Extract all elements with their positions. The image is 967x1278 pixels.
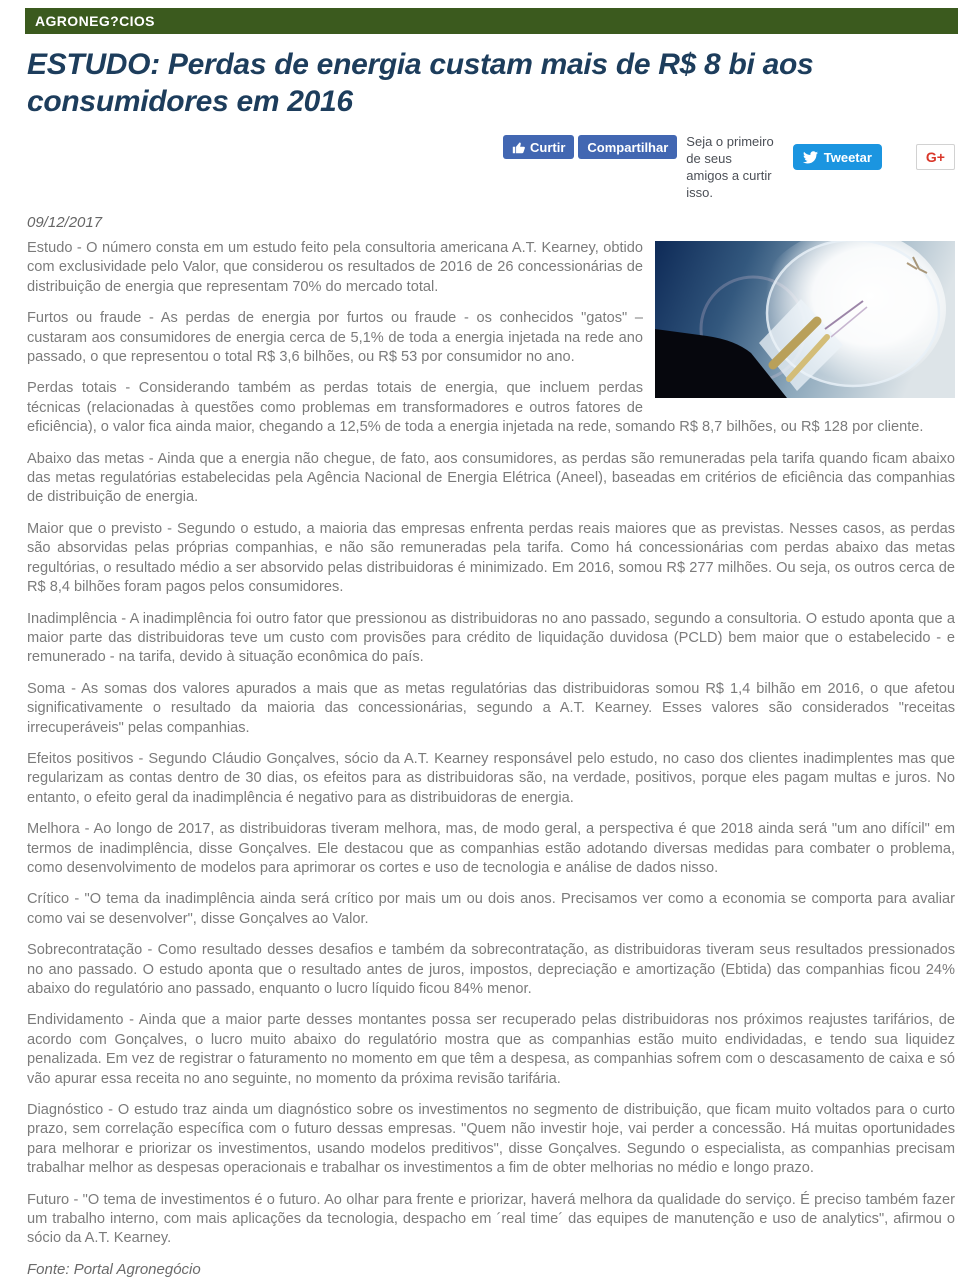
google-plus-label: G+: [925, 149, 945, 165]
article-image: [655, 241, 955, 398]
article-paragraph: Abaixo das metas - Ainda que a energia não chegue, de fato, aos consumidores, as perdas são remuneradas pela tarifa quando ficam abaixo das metas regulatórias estabelecidas pela Agência Nacional de Energia Elétrica (Aneel), baseadas em critérios de eficiência das companhias de distribuição de energia.: [27, 450, 955, 506]
facebook-like-label: Curtir: [530, 139, 566, 155]
article-paragraph: Maior que o previsto - Segundo o estudo, a maioria das empresas enfrenta perdas reais maiores que as previstas. Nesses casos, as perdas são absorvidas pelas próprias companhias, e não são remuneradas pela tarifa. Como há concessionárias com perdas abaixo das metas regultórias, o resultado médio a ser absorvido pelas distribuidoras é minimizado. Em 2016, somou R$ 277 milhões. Ou seja, os outros cerca de R$ 8,4 bilhões foram pagos pelos consumidores.: [27, 520, 955, 596]
article-source: Fonte: Portal Agronegócio: [27, 1260, 201, 1278]
facebook-share-label: Compartilhar: [587, 139, 669, 155]
article-paragraph: Perdas totais - Considerando também as perdas totais de energia, que incluem perdas técnicas (relacionadas à questões como problemas em transformadores e outros fatores de eficiência), o valor fica ainda maior, chegando a 12,5% de toda a energia injetada na rede, somando R$ 8,7 bilhões, ou R$ 128 por cliente.: [27, 380, 924, 436]
article-paragraph: Diagnóstico - O estudo traz ainda um diagnóstico sobre os investimentos no segmento de distribuição, que ficam muito voltados para o curto prazo, sem correlação específica com o futuro dessas empresas. "Quem não investir hoje, vai perder a concessão. Há muitas oportunidades para melhorar e priorizar os investimentos, usando modelos preditivos", disse Gonçalves. Segundo o especialista, as companhias precisam trabalhar melhor as despesas operacionais e trabalhar os investimentos a fim de obter melhorias no médio e longo prazo.: [27, 1102, 955, 1177]
article-paragraph: Estudo - O número consta em um estudo feito pela consultoria americana A.T. Kearney, obtido com exclusividade pelo Valor, que considerou os resultados de 2016 de 26 concessionárias de distribuição de energia que representam 70% do mercado total.: [27, 240, 643, 295]
article-paragraph: Endividamento - Ainda que a maior parte desses montantes possa ser recuperado pelas distribuidoras nos próximos reajustes tarifários, de acordo com Gonçalves, o lucro muito abaixo do regulatório mostra que as companhias estão muito endividadas, e tendo sua liquidez penalizada. Em vez de registrar o faturamento no momento em que têm a despesa, as companhias sofrem com o descasamento de caixa e só vão apurar essa receita no ano seguinte, no momento da próxima revisão tarifária.: [27, 1012, 955, 1087]
tweet-button[interactable]: [793, 144, 882, 170]
article-paragraph: Melhora - Ao longo de 2017, as distribuidoras tiveram melhora, mas, de modo geral, a perspectiva é que 2018 ainda será "um ano difícil" em termos de inadimplência, disse Gonçalves. Ele destacou que as companhias estão adotando diversas medidas para combater o problema, como desenvolvimento de modelos para aprimorar os cortes e uso de tecnologia e análise de dados nisso.: [27, 821, 955, 876]
tweet-label: Tweetar: [823, 149, 872, 165]
twitter-bird-icon: [803, 151, 818, 164]
article-paragraph: Crítico - "O tema da inadimplência ainda será crítico por mais um ou dois anos. Precisamos ver como a economia se comporta para avaliar como vai se desenvolver", disse Gonçalves ao Valor.: [27, 891, 955, 927]
thumbs-up-icon: [512, 141, 525, 154]
article-paragraph: Furtos ou fraude - As perdas de energia por furtos ou fraude - os conhecidos "gatos" – custaram aos consumidores de energia cerca de 5,1% de toda a energia injetada na rede ano passado, o que representou o total R$ 3,6 bilhões, ou R$ 53 por consumidor no ano.: [27, 310, 643, 366]
google-plus-button[interactable]: [916, 144, 955, 170]
page-title: ESTUDO: Perdas de energia custam mais de R$ 8 bi aos consumidores em 2016: [27, 48, 814, 118]
article-paragraph: Sobrecontratação - Como resultado desses desafios e também da sobrecontratação, as distribuidoras tiveram seus resultados pressionados no ano passado. O estudo aponta que o resultado antes de juros, impostos, depreciação e amortização (Ebtida) das companhias ficou 24% abaixo do regulatório ano passado, enquanto o lucro líquido ficou 84% menor.: [27, 942, 955, 997]
social-share-row: [503, 133, 955, 201]
facebook-social-caption: Seja o primeiro de seus amigos a curtir isso.: [686, 134, 774, 200]
article-paragraph: Inadimplência - A inadimplência foi outro fator que pressionou as distribuidoras no ano passado, segundo a consultoria. O estudo aponta que a maior parte das distribuidoras teve um custo com provisões para crédito de liquidação duvidosa (PCLD) bem maior que o estabelecido - e remunerado - na tarifa, devido à situação econômica do país.: [27, 610, 955, 666]
article-body: [27, 239, 967, 1249]
light-bulb-photo: [655, 241, 955, 398]
section-label: AGRONEG?CIOS: [35, 13, 155, 29]
section-header-bar: [25, 8, 958, 34]
facebook-share-button[interactable]: [578, 135, 677, 159]
article-date: 09/12/2017: [27, 214, 103, 231]
article-paragraph: Efeitos positivos - Segundo Cláudio Gonçalves, sócio da A.T. Kearney responsável pelo estudo, no caso dos clientes inadimplentes mas que regularizam as contas dentro de 30 dias, os efeitos para as distribuidoras são, na verdade, positivos, porque eles pagam multas e juros. No entanto, o efeito geral da inadimplência é negativo para as distribuidoras de energia.: [27, 750, 955, 806]
article-paragraph: Futuro - "O tema de investimentos é o futuro. Ao olhar para frente e priorizar, haverá melhora da qualidade do serviço. É preciso também fazer um trabalho interno, com mais aplicações da tecnologia, despacho em ´real time´ das equipes de manutenção e uso de analytics", afirmou o sócio da A.T. Kearney.: [27, 1191, 955, 1247]
article-paragraph: Soma - As somas dos valores apurados a mais que as metas regulatórias das distribuidoras somou R$ 1,4 bilhão em 2016, o que afetou significativamente o resultado da maioria das concessionárias, segundo a A.T. Kearney. Esses valores são considerados "receitas irrecuperáveis" pelas companhias.: [27, 680, 955, 736]
facebook-like-button[interactable]: [503, 135, 574, 159]
